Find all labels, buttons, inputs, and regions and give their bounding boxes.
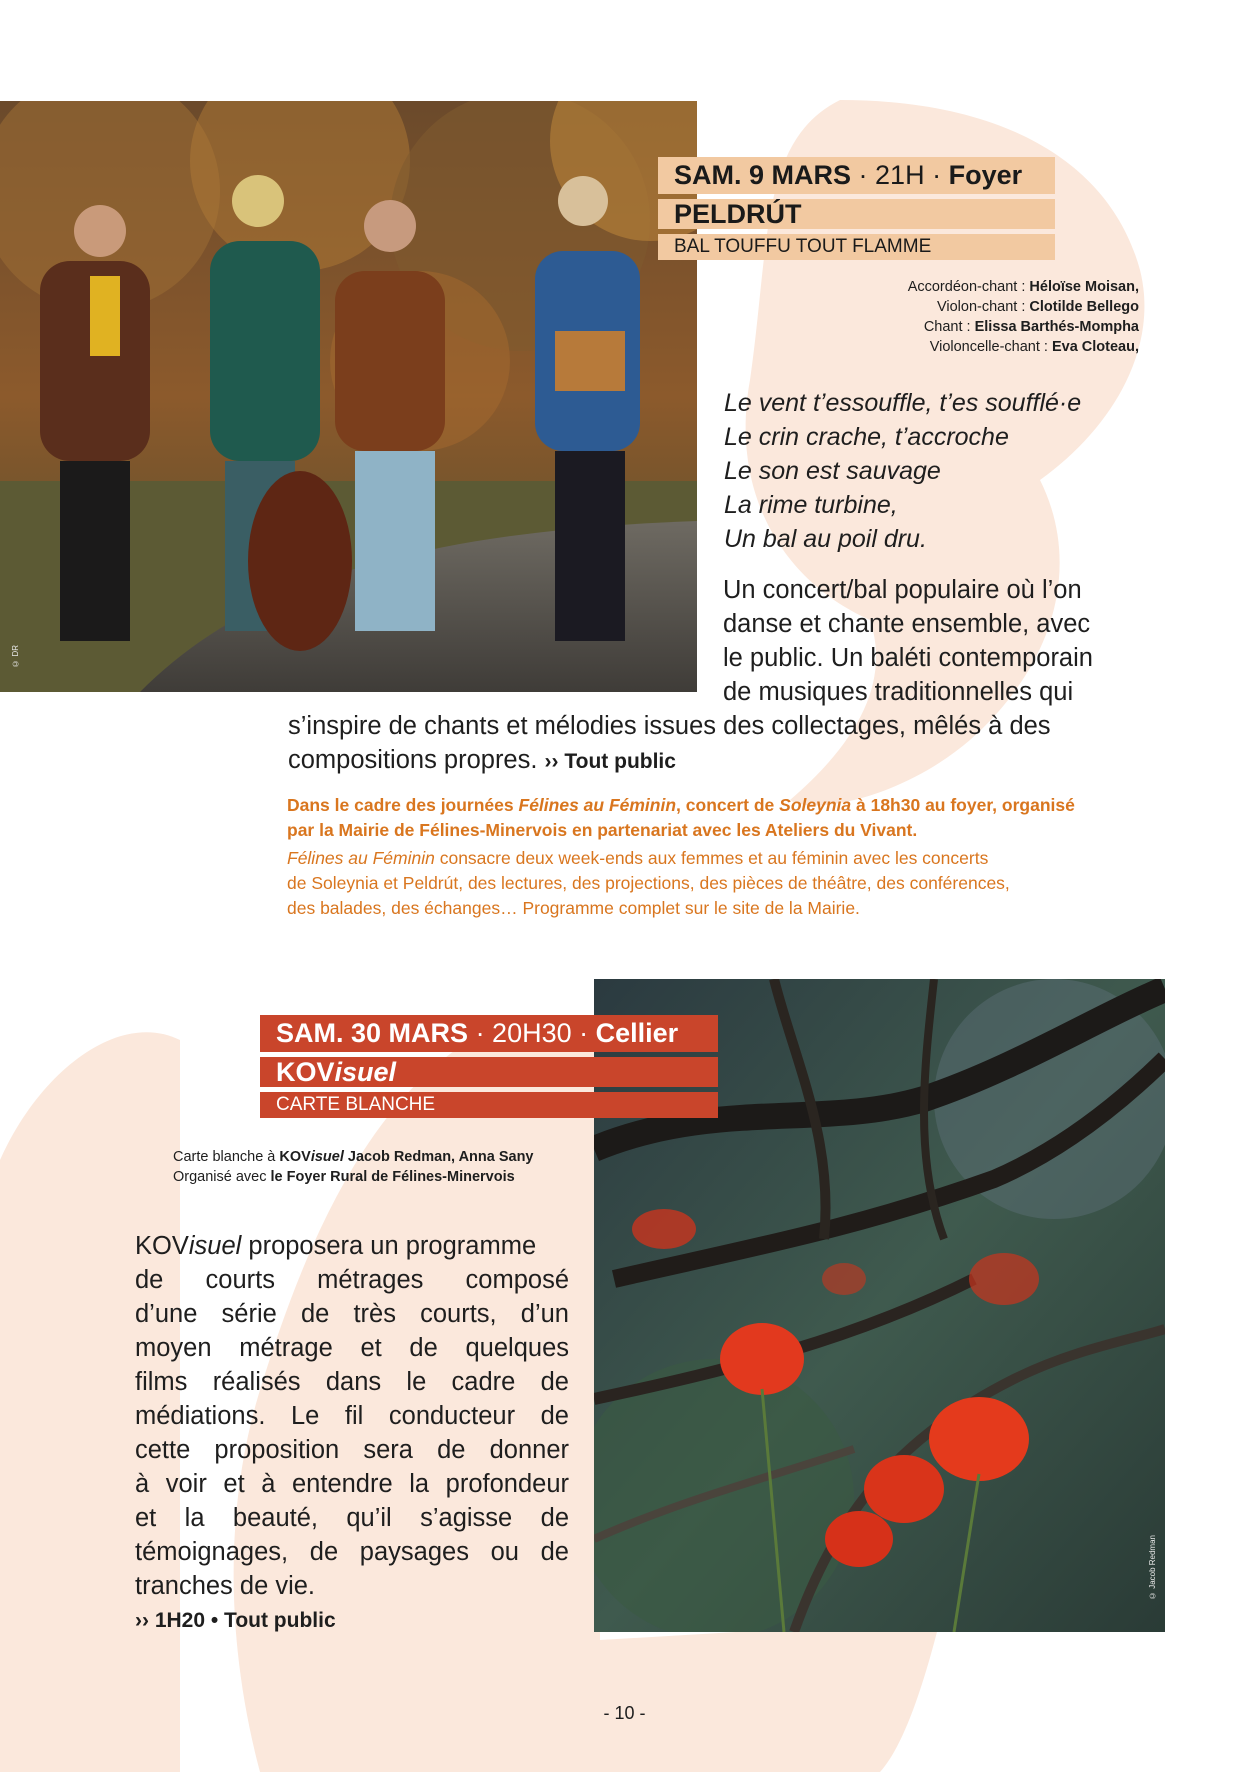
event2-title-band xyxy=(260,1057,718,1087)
event1-note-bold xyxy=(287,793,1075,843)
event2-subtitle: CARTE BLANCHE xyxy=(276,1094,436,1115)
cast-line: Accordéon-chant : Héloïse Moisan, xyxy=(907,279,1139,295)
description-line: danse et chante ensemble, avec xyxy=(723,610,1091,638)
poem-line: Le crin crache, t’accroche xyxy=(724,423,1009,451)
note-line: par la Mairie de Félines-Minervois en partenariat avec les Ateliers du Vivant. xyxy=(287,820,918,840)
credit-line: Carte blanche à KOVisuel Jacob Redman, Anna Sany xyxy=(173,1149,534,1165)
event2-description xyxy=(135,1229,569,1603)
event1-audience: ›› Tout public xyxy=(544,750,676,773)
description-line: moyen métrage et de quelques xyxy=(135,1334,569,1362)
event1-title-band xyxy=(658,199,1055,229)
event2-venue: Cellier xyxy=(595,1018,679,1048)
poppy-photo-credit: © Jacob Redman xyxy=(1148,1535,1157,1601)
description-line: s’inspire de chants et mélodies issues des collectages, mêlés à des xyxy=(288,712,1051,740)
cast-line: Violon-chant : Clotilde Bellego xyxy=(936,299,1139,315)
description-line: compositions propres. ›› Tout public xyxy=(288,746,676,774)
description-line: KOVisuel proposera un programme xyxy=(135,1232,537,1260)
event1-time: · 21H · xyxy=(858,160,942,190)
note-line: de Soleynia et Peldrút, des lectures, des projections, des pièces de théâtre, des conférences, xyxy=(287,873,1010,893)
event1-subtitle: BAL TOUFFU TOUT FLAMME xyxy=(674,236,932,257)
description-line: et la beauté, qu’il s’agisse de xyxy=(135,1504,569,1532)
event1-description xyxy=(723,573,1093,709)
description-line: Un concert/bal populaire où l’on xyxy=(723,576,1082,604)
event1-date-band xyxy=(658,157,1055,194)
event2-title: KOVisuel xyxy=(276,1057,397,1087)
event1-date: SAM. 9 MARS xyxy=(674,160,852,190)
description-line: cette proposition sera de donner xyxy=(135,1436,569,1464)
poem-line: Le son est sauvage xyxy=(724,457,941,485)
event1-note xyxy=(287,846,1010,921)
cast-line: Chant : Elissa Barthés-Mompha xyxy=(923,319,1139,335)
event1-poem xyxy=(724,386,1081,556)
description-line: de musiques traditionnelles qui xyxy=(723,678,1074,706)
event1-cast xyxy=(908,277,1139,357)
description-line: de courts métrages composé xyxy=(135,1266,569,1294)
band-photo-credit: © DR xyxy=(11,645,20,668)
band-photo-image xyxy=(0,101,697,692)
poem-line: Un bal au poil dru. xyxy=(724,525,927,553)
event2-time: · 20H30 · xyxy=(475,1018,589,1048)
poem-line: Le vent t’essouffle, t’es soufflé·e xyxy=(724,389,1082,417)
description-line: témoignages, de paysages ou de xyxy=(135,1538,569,1566)
note-line: Félines au Féminin consacre deux week-ends aux femmes et au féminin avec les concerts xyxy=(287,848,989,868)
description-line: d’une série de très courts, d’un xyxy=(135,1300,569,1328)
event1-title: PELDRÚT xyxy=(674,199,802,229)
event2-date-band xyxy=(260,1015,718,1052)
event1-description-cont xyxy=(288,709,1051,779)
cast-line: Violoncelle-chant : Eva Cloteau, xyxy=(929,339,1139,355)
event2-credits xyxy=(173,1147,534,1187)
credit-line: Organisé avec le Foyer Rural de Félines-Minervois xyxy=(173,1169,515,1185)
event2-duration: ›› 1H20 • Tout public xyxy=(135,1609,336,1632)
description-line: tranches de vie. xyxy=(135,1572,316,1600)
event2-date: SAM. 30 MARS xyxy=(276,1018,469,1048)
note-line: Dans le cadre des journées Félines au Féminin, concert de Soleynia à 18h30 au foyer, organisé xyxy=(287,795,1075,815)
note-line: des balades, des échanges… Programme complet sur le site de la Mairie. xyxy=(287,898,860,918)
band-photo xyxy=(0,101,697,692)
description-line: médiations. Le fil conducteur de xyxy=(135,1402,569,1430)
description-line: films réalisés dans le cadre de xyxy=(135,1368,569,1396)
description-line: le public. Un baléti contemporain xyxy=(723,644,1093,672)
event1-venue: Foyer xyxy=(948,160,1023,190)
page-number: - 10 - xyxy=(603,1703,646,1723)
description-line: à voir et à entendre la profondeur xyxy=(135,1470,569,1498)
event1-subtitle-band xyxy=(658,234,1055,260)
poem-line: La rime turbine, xyxy=(724,491,898,519)
event2-subtitle-band xyxy=(260,1092,718,1118)
